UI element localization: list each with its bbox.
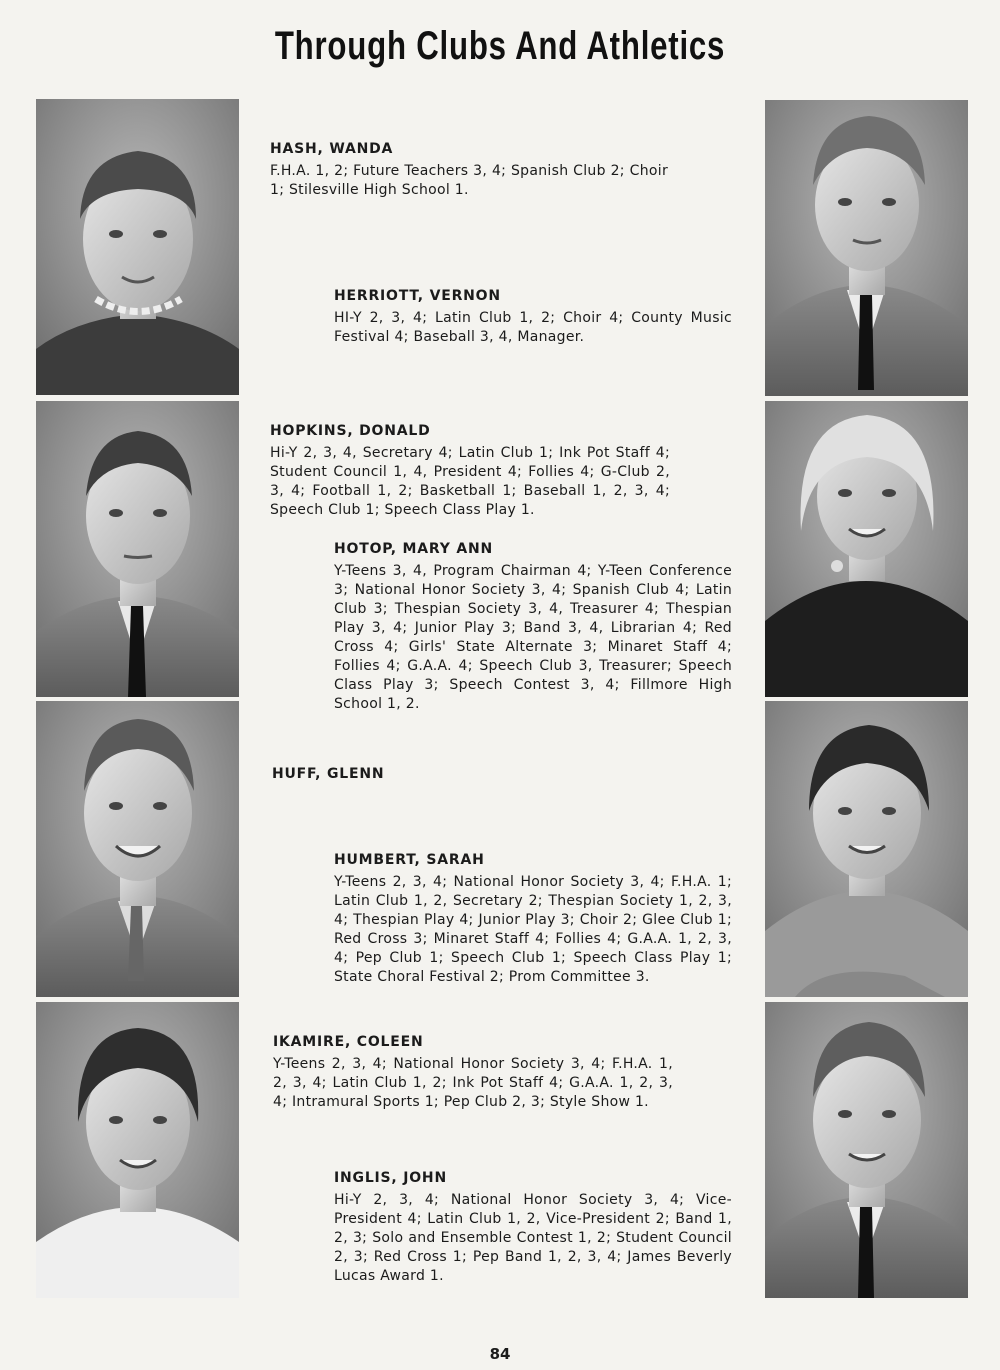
portrait-humbert-sarah bbox=[765, 701, 968, 997]
student-name: HASH, WANDA bbox=[270, 141, 394, 157]
portrait-inglis-john bbox=[765, 1002, 968, 1298]
portrait-hash-wanda bbox=[36, 99, 239, 395]
student-name: INGLIS, JOHN bbox=[334, 1170, 447, 1186]
student-activities: Y-Teens 2, 3, 4; National Honor Society 3, 4; F.H.A. 1, 2, 3, 4; Latin Club 1, 2; Ink Pot Staff 4; G.A.A. 1, 2, 3, 4; Intramural Sports 1; Pep Club 2, 3; Style Show 1. bbox=[273, 1056, 673, 1110]
student-activities: Y-Teens 2, 3, 4; National Honor Society 3, 4; F.H.A. 1; Latin Club 1, 2, Secretary 2; Thespian Society 1, 2, 3, 4; Thespian Play 4; Junior Play 3; Choir 2; Glee Club 1; Red Cross 3; Minaret Staff 4; Follies 4; G.A.A. 1, 2, 3, 4; Pep Club 1; Speech Club 1; Speech Class Play 1; State Choral Festival 2; Prom Committee 3. bbox=[334, 874, 732, 985]
portrait-hopkins-donald bbox=[36, 401, 239, 697]
portrait-ikamire-coleen bbox=[36, 1002, 239, 1298]
entry-huff-glenn bbox=[272, 765, 670, 787]
entry-hopkins-donald bbox=[270, 422, 670, 520]
student-name: HUMBERT, SARAH bbox=[334, 852, 485, 868]
portrait-huff-glenn bbox=[36, 701, 239, 997]
entry-herriott-vernon bbox=[334, 287, 732, 347]
student-activities: Hi-Y 2, 3, 4; National Honor Society 3, 4; Vice-President 4; Latin Club 1, 2, Vice-President 2; Band 1, 2, 3; Solo and Ensemble Contest 1, 2; Student Council 2, 3; Red Cross 1; Pep Band 1, 2, 3, 4; James Beverly Lucas Award 1. bbox=[334, 1192, 732, 1284]
student-name: HUFF, GLENN bbox=[272, 766, 385, 782]
student-name: HOTOP, MARY ANN bbox=[334, 541, 494, 557]
student-name: HERRIOTT, VERNON bbox=[334, 288, 501, 304]
student-name: IKAMIRE, COLEEN bbox=[273, 1034, 424, 1050]
student-activities: Y-Teens 3, 4, Program Chairman 4; Y-Teen Conference 3; National Honor Society 3, 4; Spanish Club 4; Latin Club 3; Thespian Society 3, 4, Treasurer 4; Thespian Play 3, 4; Junior Play 3; Band 3, 4, Librarian 4; Red Cross 4; Girls' State Alternate 3; Minaret Staff 4; Follies 4; G.A.A. 4; Speech Club 3, Treasurer; Speech Class Play 3; Speech Contest 3, 4; Fillmore High School 1, 2. bbox=[334, 563, 732, 712]
entry-inglis-john bbox=[334, 1169, 732, 1286]
student-activities: Hi-Y 2, 3, 4, Secretary 4; Latin Club 1; Ink Pot Staff 4; Student Council 1, 4, President 4; Follies 4; G-Club 2, 3, 4; Football 1, 2; Basketball 1; Baseball 1, 2, 3, 4; Speech Club 1; Speech Class Play 1. bbox=[270, 445, 670, 518]
entry-hotop-mary-ann bbox=[334, 540, 732, 714]
entry-ikamire-coleen bbox=[273, 1033, 673, 1112]
entry-hash-wanda bbox=[270, 140, 668, 200]
page-number: 84 bbox=[489, 1345, 511, 1363]
portrait-hotop-mary-ann bbox=[765, 401, 968, 697]
entry-humbert-sarah bbox=[334, 851, 732, 987]
portrait-herriott-vernon bbox=[765, 100, 968, 396]
student-activities: F.H.A. 1, 2; Future Teachers 3, 4; Spanish Club 2; Choir 1; Stilesville High School 1. bbox=[270, 163, 668, 198]
page-title: Through Clubs And Athletics bbox=[274, 24, 726, 68]
student-activities: HI-Y 2, 3, 4; Latin Club 1, 2; Choir 4; County Music Festival 4; Baseball 3, 4, Manager. bbox=[334, 310, 732, 345]
student-name: HOPKINS, DONALD bbox=[270, 423, 431, 439]
